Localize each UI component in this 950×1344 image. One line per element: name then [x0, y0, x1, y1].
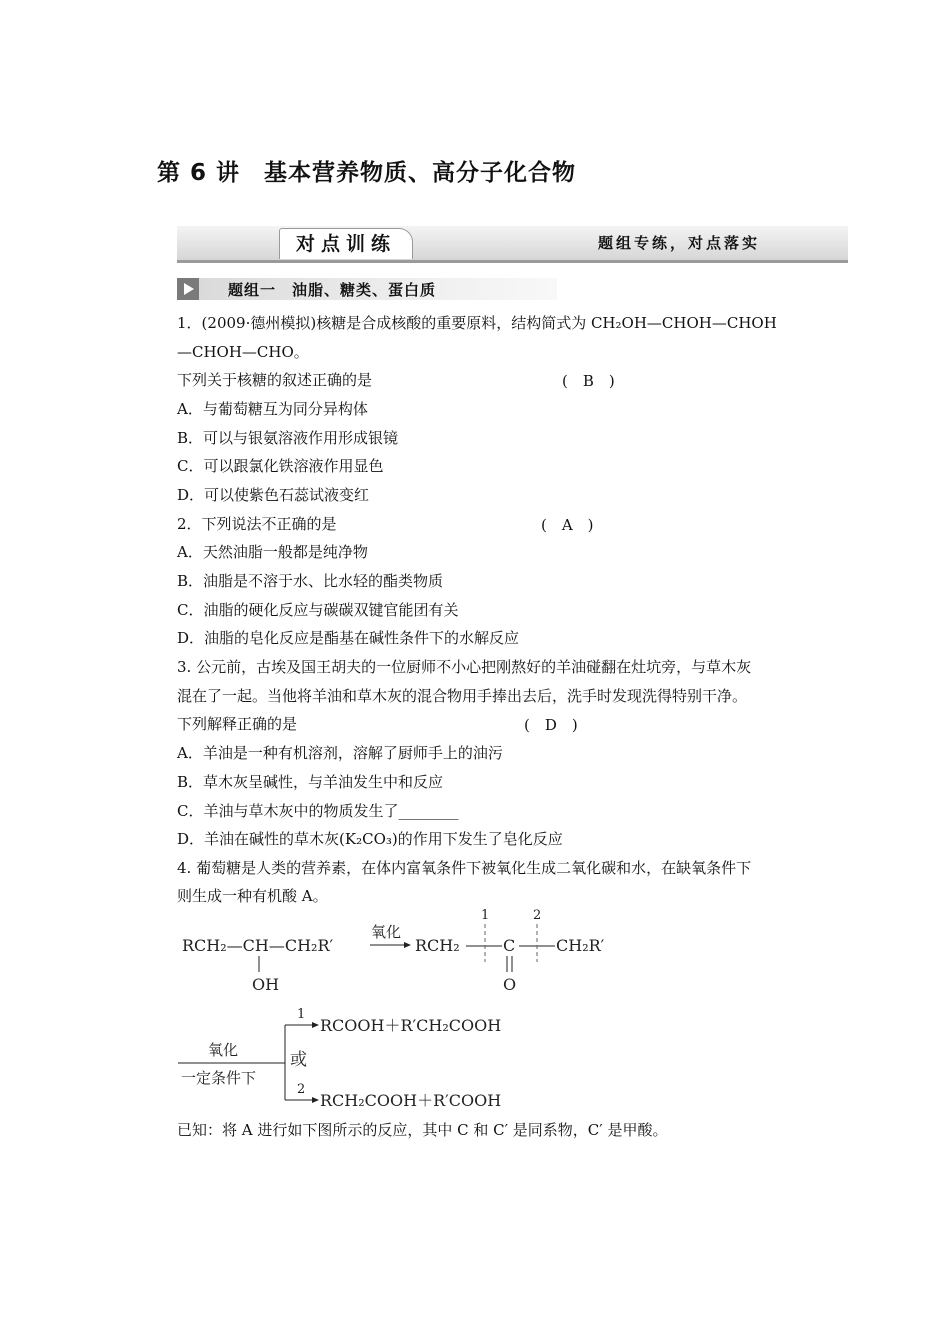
- banner-tab: 对点训练: [279, 228, 413, 259]
- q3-option-a: A．羊油是一种有机溶剂，溶解了厨师手上的油污: [177, 744, 503, 762]
- q3-option-c: C．羊油与草木灰中的物质发生了________: [177, 802, 459, 820]
- q4-line1: 4. 葡萄糖是人类的营养素，在体内富氧条件下被氧化生成二氧化碳和水，在缺氧条件下: [177, 859, 752, 877]
- banner-slogan: 题组专练，对点落实: [597, 234, 760, 252]
- q1-answer: ( B ): [562, 372, 615, 390]
- path-num-1: 1: [297, 1007, 306, 1022]
- condition-label: 一定条件下: [181, 1069, 257, 1087]
- group-header: [177, 278, 557, 300]
- q1-option-b: B．可以与银氨溶液作用形成银镜: [177, 429, 399, 447]
- bond-label-1: 1: [481, 908, 490, 923]
- q2-option-b: B．油脂是不溶于水、比水轻的酯类物质: [177, 572, 444, 590]
- q2-option-a: A．天然油脂一般都是纯净物: [177, 543, 368, 561]
- group-label: 题组一 油脂、糖类、蛋白质: [228, 281, 437, 299]
- bond-label-2: 2: [533, 908, 542, 923]
- q1-line2: —CHOH—CHO。: [177, 343, 309, 361]
- q3-line2: 混在了一起。当他将羊油和草木灰的混合物用手捧出去后，洗手时发现洗得特别干净。: [177, 687, 748, 705]
- path-num-2: 2: [297, 1082, 306, 1097]
- q1-option-d: D．可以使紫色石蕊试液变红: [177, 486, 370, 504]
- product-path-2: RCH₂COOH＋R′COOH: [320, 1091, 502, 1110]
- q1-line1: 1．(2009·德州模拟)核糖是合成核酸的重要原料，结构简式为 CH₂OH—CHOH—CHOH: [177, 314, 777, 332]
- q2-answer: ( A ): [541, 516, 594, 534]
- q1-option-a: A．与葡萄糖互为同分异构体: [177, 400, 368, 418]
- ketone-oxygen: O: [503, 975, 517, 994]
- q2-stem: 2．下列说法不正确的是: [177, 515, 337, 533]
- q2-option-d: D．油脂的皂化反应是酯基在碱性条件下的水解反应: [177, 629, 520, 647]
- q4-known: 已知：将 A 进行如下图所示的反应，其中 C 和 C′ 是同系物，C′ 是甲酸。: [177, 1121, 668, 1139]
- reactant-formula: RCH₂—CH—CH₂R′: [182, 936, 334, 955]
- q1-option-c: C．可以跟氯化铁溶液作用显色: [177, 457, 384, 475]
- section-banner: [177, 226, 848, 263]
- reactant-oh: OH: [252, 975, 280, 994]
- ketone-left: RCH₂: [415, 936, 460, 955]
- oxidation-label-2: 氧化: [208, 1041, 239, 1059]
- q3-stem: 下列解释正确的是: [177, 715, 298, 733]
- q3-option-b: B．草木灰呈碱性，与羊油发生中和反应: [177, 773, 444, 791]
- or-label: 或: [290, 1050, 307, 1070]
- q4-line2: 则生成一种有机酸 A。: [177, 887, 328, 905]
- q1-stem: 下列关于核糖的叙述正确的是: [177, 371, 373, 389]
- q3-line1: 3. 公元前，古埃及国王胡夫的一位厨师不小心把刚熬好的羊油碰翻在灶坑旁，与草木灰: [177, 658, 752, 676]
- oxidation-label-1: 氧化: [371, 923, 402, 941]
- ketone-right: CH₂R′: [556, 936, 605, 955]
- page-title: 第 6 讲 基本营养物质、高分子化合物: [157, 160, 577, 186]
- product-path-1: RCOOH＋R′CH₂COOH: [320, 1016, 502, 1035]
- q3-answer: ( D ): [524, 716, 578, 734]
- q3-option-d: D．羊油在碱性的草木灰(K₂CO₃)的作用下发生了皂化反应: [177, 830, 563, 848]
- play-arrow-icon: [177, 278, 199, 300]
- q2-option-c: C．油脂的硬化反应与碳碳双键官能团有关: [177, 601, 459, 619]
- ketone-carbon: C: [503, 936, 516, 955]
